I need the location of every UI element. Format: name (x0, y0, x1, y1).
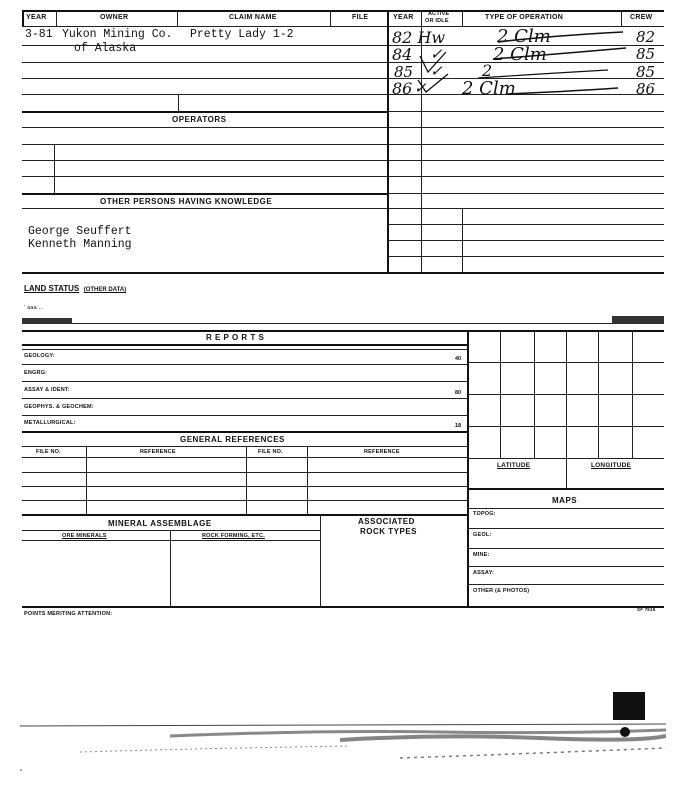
person-2: Kenneth Manning (28, 238, 132, 251)
op-crew-3: 85 (636, 63, 656, 81)
op-type-1: 2 Clm (497, 26, 551, 47)
ore-minerals-col: ORE MINERALS (62, 533, 107, 539)
col-crew: CREW (630, 14, 653, 21)
owner-year: 3-81 (25, 28, 53, 41)
col-type-of-operation: TYPE OF OPERATION (485, 14, 564, 21)
col-active: ACTIVE (428, 11, 450, 17)
gr-col-file-no-2: FILE NO. (258, 449, 283, 455)
report-assay: ASSAY & IDENT: (24, 387, 70, 393)
op-crew-1: 82 (636, 28, 656, 46)
op-year-2: 84 (392, 45, 413, 64)
mineral-assemblage-heading: MINERAL ASSEMBLAGE (108, 519, 212, 528)
scan-block (613, 692, 645, 720)
op-crew-2: 85 (636, 45, 656, 63)
person-1: George Seuffert (28, 225, 132, 238)
op-year-3: 85 (394, 63, 414, 81)
op-year-4: 86 (392, 79, 413, 98)
maps-other: OTHER (& PHOTOS) (473, 588, 530, 594)
scan-mark: ‘ aaa ... (24, 305, 44, 311)
col-year-2: YEAR (393, 14, 414, 21)
maps-assay: ASSAY: (473, 570, 495, 576)
col-or-idle: OR IDLE (425, 18, 449, 24)
maps-topog: TOPOG: (473, 511, 496, 517)
points-meriting-attention: POINTS MERITING ATTENTION: (24, 611, 113, 617)
owner-name-line1: Yukon Mining Co. (62, 28, 173, 41)
op-type-3: 2 (482, 61, 493, 80)
gr-col-file-no-1: FILE NO. (36, 449, 61, 455)
scan-bar-left (22, 318, 72, 324)
report-assay-num: 80 (455, 390, 462, 396)
report-metallurgical-num: 18 (455, 423, 462, 429)
maps-geol: GEOL: (473, 532, 492, 538)
op-type-4: 2 Clm (462, 78, 516, 99)
gr-col-reference-1: REFERENCE (140, 449, 176, 455)
op-type-2: 2 Clm (493, 44, 547, 65)
gr-col-reference-2: REFERENCE (364, 449, 400, 455)
other-persons-heading: OTHER PERSONS HAVING KNOWLEDGE (100, 197, 273, 206)
col-owner: OWNER (100, 14, 129, 21)
general-references-heading: GENERAL REFERENCES (180, 435, 285, 444)
associated-heading: ASSOCIATED (358, 517, 415, 526)
scan-noise (20, 718, 666, 778)
report-geophys: GEOPHYS. & GEOCHEM: (24, 404, 94, 410)
report-geology: GEOLOGY: (24, 353, 55, 359)
reports-heading: R E P O R T S (206, 333, 265, 342)
col-year: YEAR (26, 14, 47, 21)
op-year-1: 82 Hw (392, 28, 446, 47)
operators-heading: OPERATORS (172, 115, 227, 124)
maps-mine: MINE: (473, 552, 490, 558)
op-active-2: ✓ (430, 45, 443, 63)
land-status-heading: LAND STATUS (OTHER DATA) (24, 284, 127, 293)
rock-forming-col: ROCK FORMING, ETC. (202, 533, 265, 539)
longitude-label: LONGITUDE (591, 462, 632, 469)
col-claim-name: CLAIM NAME (229, 14, 277, 21)
op-crew-4: 86 (636, 80, 656, 98)
op-active-3: ✓ (430, 62, 443, 80)
report-geology-num: 40 (455, 356, 462, 362)
report-metallurgical: METALLURGICAL: (24, 420, 76, 426)
claim-name: Pretty Lady 1-2 (190, 28, 294, 41)
report-engrg: ENGRG: (24, 370, 48, 376)
form-number: SF 7515 (637, 607, 656, 612)
scan-bar-right (612, 316, 664, 324)
owner-name-line2: of Alaska (74, 42, 137, 55)
handwriting-strokes (388, 26, 666, 98)
col-file: FILE (352, 14, 369, 21)
maps-heading: MAPS (552, 496, 578, 505)
rock-types-heading: ROCK TYPES (360, 527, 418, 536)
latitude-label: LATITUDE (497, 462, 531, 469)
op-active-4: ✓ (414, 79, 427, 97)
